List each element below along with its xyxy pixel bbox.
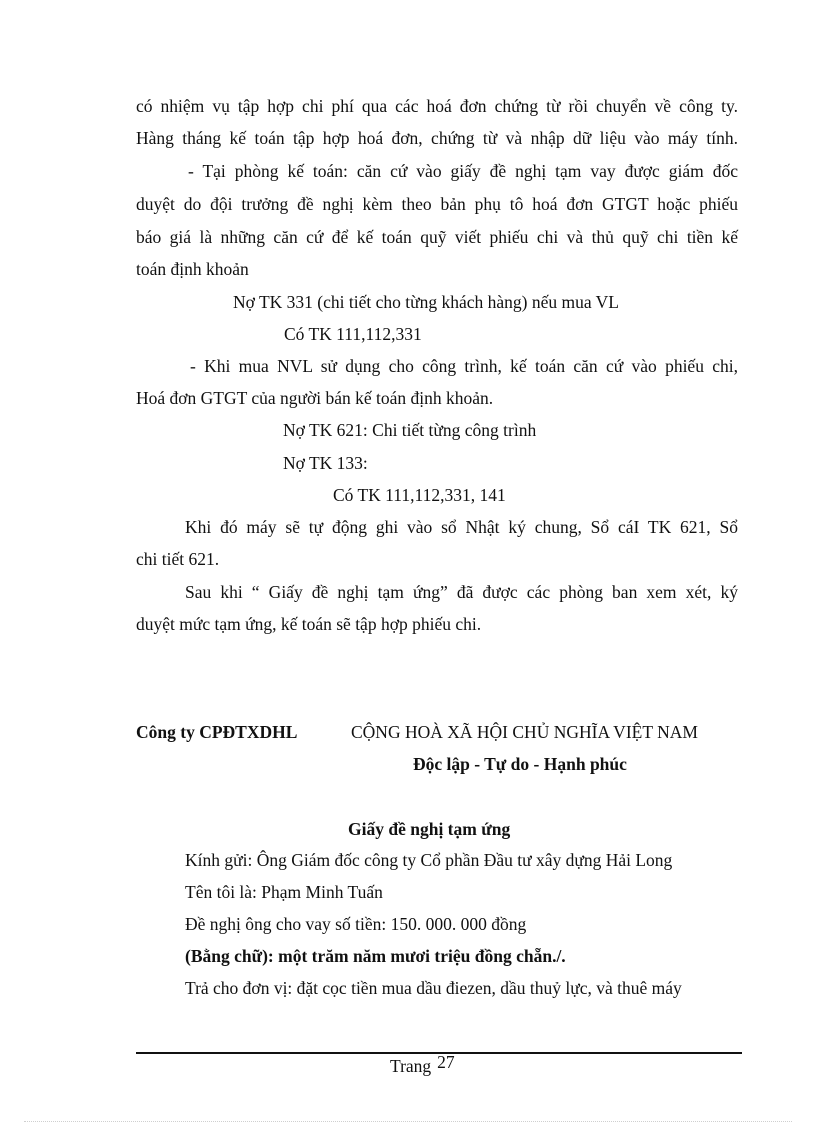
- paragraph-line: - Tại phòng kế toán: căn cứ vào giấy đề nghị tạm vay được giám đốc: [188, 161, 738, 181]
- journal-entry-debit: Nợ TK 621: Chi tiết từng công trình: [283, 420, 537, 440]
- in-words-value: một trăm năm mươi triệu đồng chẵn./.: [273, 946, 566, 966]
- paragraph-line: duyệt mức tạm ứng, kế toán sẽ tập hợp phiếu chi.: [136, 614, 482, 634]
- footer-label: Trang: [390, 1056, 432, 1076]
- form-title: Giấy đề nghị tạm ứng: [348, 819, 511, 839]
- journal-entry-debit: Nợ TK 331 (chi tiết cho từng khách hàng) nếu mua VL: [233, 292, 619, 312]
- paragraph-line: báo giá là những căn cứ để kế toán quỹ viết phiếu chi và thủ quỹ chi tiền kế: [136, 227, 738, 247]
- journal-entry-credit: Có TK 111,112,331: [284, 324, 422, 344]
- national-motto: Độc lập - Tự do - Hạnh phúc: [413, 754, 627, 774]
- paragraph-line: có nhiệm vụ tập hợp chi phí qua các hoá đơn chứng từ rồi chuyển về công ty.: [136, 96, 738, 116]
- form-amount-in-words: [185, 945, 566, 967]
- paragraph-line: Khi đó máy sẽ tự động ghi vào sổ Nhật ký chung, Sổ cáI TK 621, Sổ: [185, 517, 738, 537]
- form-addressee: Kính gửi: Ông Giám đốc công ty Cổ phần Đầu tư xây dựng Hải Long: [185, 850, 673, 870]
- national-title: CỘNG HOÀ XÃ HỘI CHỦ NGHĨA VIỆT NAM: [351, 722, 698, 742]
- in-words-label: (Bằng chữ):: [185, 946, 274, 966]
- paragraph-line: Hàng tháng kế toán tập hợp hoá đơn, chứng từ và nhập dữ liệu vào máy tính.: [136, 128, 738, 148]
- paragraph-line: - Khi mua NVL sử dụng cho công trình, kế toán căn cứ vào phiếu chi,: [190, 356, 738, 376]
- page-number: 27: [437, 1052, 455, 1072]
- paragraph-line: Hoá đơn GTGT của người bán kế toán định khoản.: [136, 388, 494, 408]
- page-bottom-border: [24, 1121, 792, 1122]
- form-payee: Trả cho đơn vị: đặt cọc tiền mua dầu điezen, dầu thuỷ lực, và thuê máy: [185, 978, 682, 998]
- form-amount: Đề nghị ông cho vay số tiền: 150. 000. 000 đồng: [185, 914, 527, 934]
- paragraph-line: chi tiết 621.: [136, 549, 220, 569]
- journal-entry-credit: Có TK 111,112,331, 141: [333, 485, 506, 505]
- page-footer: [390, 1052, 455, 1077]
- paragraph-line: Sau khi “ Giấy đề nghị tạm ứng” đã được các phòng ban xem xét, ký: [185, 582, 738, 602]
- form-requester-name: Tên tôi là: Phạm Minh Tuấn: [185, 882, 383, 902]
- paragraph-line: duyệt do đội trưởng đề nghị kèm theo bản phụ tô hoá đơn GTGT hoặc phiếu: [136, 194, 738, 214]
- paragraph-line: toán định khoản: [136, 259, 249, 279]
- company-name: Công ty CPĐTXDHL: [136, 722, 298, 742]
- journal-entry-debit: Nợ TK 133:: [283, 453, 368, 473]
